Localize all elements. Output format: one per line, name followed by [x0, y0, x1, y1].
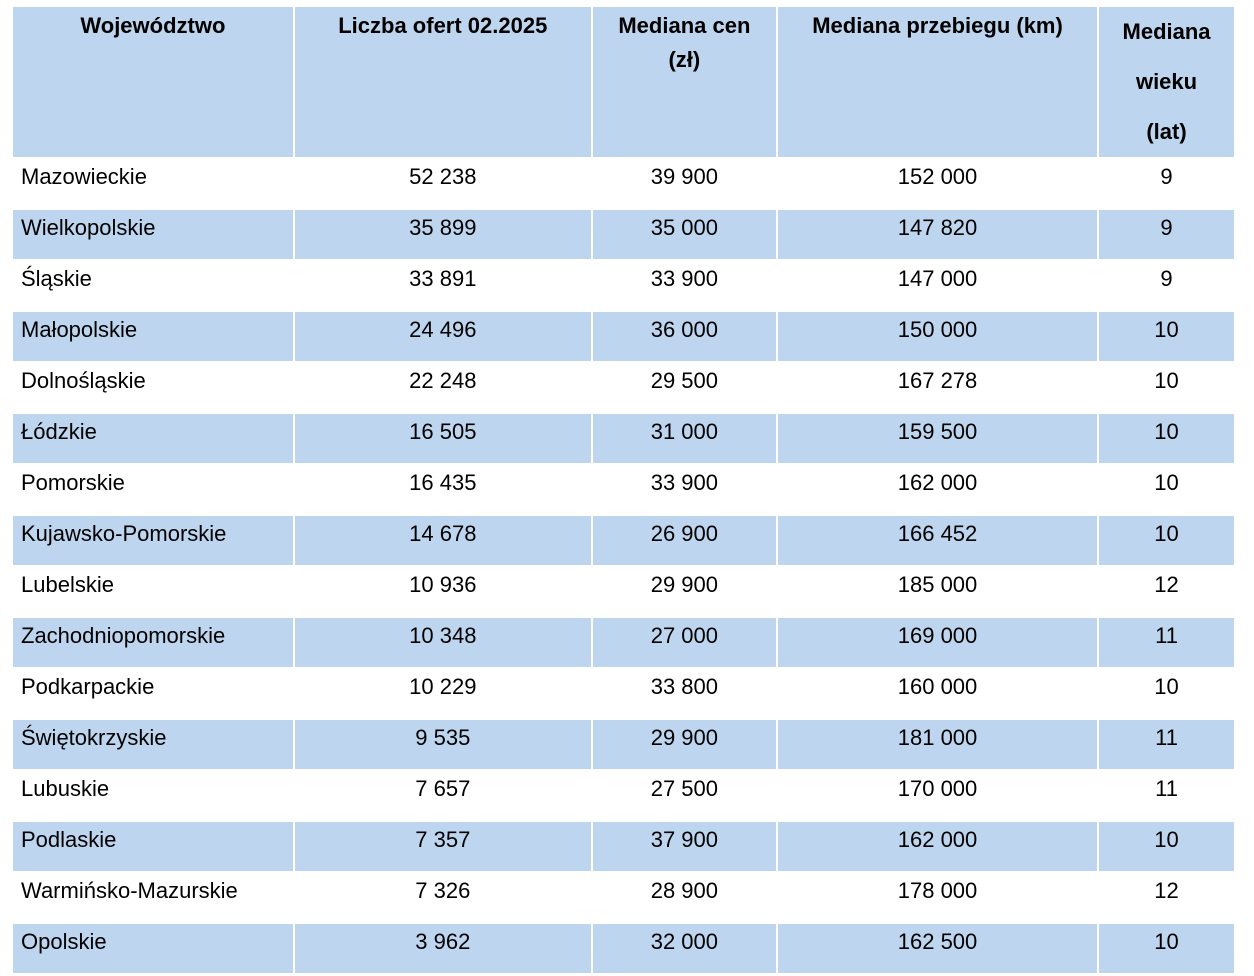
cell-voivodeship: Kujawsko-Pomorskie: [13, 515, 294, 566]
cell-offer-count: 7 357: [294, 821, 592, 872]
cell-voivodeship: Śląskie: [13, 260, 294, 311]
cell-median-price: 32 000: [592, 923, 777, 974]
cell-voivodeship: Podkarpackie: [13, 668, 294, 719]
header-median-price-line-2: (zł): [668, 47, 701, 72]
cell-offer-count: 22 248: [294, 362, 592, 413]
cell-median-price: 29 900: [592, 719, 777, 770]
table-row: [13, 260, 1234, 311]
cell-offer-count: 7 657: [294, 770, 592, 821]
cell-median-price: 27 500: [592, 770, 777, 821]
header-median-age: [1098, 7, 1234, 158]
table-row: [13, 311, 1234, 362]
cell-voivodeship: Pomorskie: [13, 464, 294, 515]
table-row: [13, 515, 1234, 566]
cell-voivodeship: Wielkopolskie: [13, 209, 294, 260]
table-body: [13, 158, 1234, 974]
header-median-price: [592, 7, 777, 158]
cell-voivodeship: Łódzkie: [13, 413, 294, 464]
cell-median-price: 33 900: [592, 260, 777, 311]
table-row: [13, 209, 1234, 260]
table-row: [13, 770, 1234, 821]
table-row: [13, 362, 1234, 413]
cell-median-age: 9: [1098, 260, 1234, 311]
cell-voivodeship: Lubuskie: [13, 770, 294, 821]
cell-median-age: 10: [1098, 413, 1234, 464]
cell-median-price: 26 900: [592, 515, 777, 566]
header-voivodeship: Województwo: [13, 7, 294, 158]
cell-median-mileage: 152 000: [777, 158, 1098, 209]
cell-median-age: 11: [1098, 617, 1234, 668]
cell-median-price: 37 900: [592, 821, 777, 872]
cell-offer-count: 35 899: [294, 209, 592, 260]
header-median-age-line-3: (lat): [1146, 119, 1187, 144]
cell-offer-count: 9 535: [294, 719, 592, 770]
cell-offer-count: 24 496: [294, 311, 592, 362]
cell-median-price: 28 900: [592, 872, 777, 923]
cell-voivodeship: Podlaskie: [13, 821, 294, 872]
cell-median-mileage: 178 000: [777, 872, 1098, 923]
cell-median-age: 10: [1098, 464, 1234, 515]
cell-median-mileage: 162 000: [777, 821, 1098, 872]
cell-median-mileage: 162 500: [777, 923, 1098, 974]
cell-median-age: 10: [1098, 923, 1234, 974]
cell-median-mileage: 162 000: [777, 464, 1098, 515]
cell-median-age: 10: [1098, 362, 1234, 413]
cell-median-price: 31 000: [592, 413, 777, 464]
table-row: [13, 464, 1234, 515]
header-offer-count: Liczba ofert 02.2025: [294, 7, 592, 158]
cell-voivodeship: Warmińsko-Mazurskie: [13, 872, 294, 923]
table-row: [13, 872, 1234, 923]
cell-median-age: 9: [1098, 209, 1234, 260]
cell-median-mileage: 159 500: [777, 413, 1098, 464]
cell-median-age: 10: [1098, 515, 1234, 566]
header-row: [13, 7, 1234, 158]
cell-median-price: 39 900: [592, 158, 777, 209]
cell-median-price: 33 900: [592, 464, 777, 515]
cell-voivodeship: Lubelskie: [13, 566, 294, 617]
cell-offer-count: 16 435: [294, 464, 592, 515]
cell-median-age: 11: [1098, 719, 1234, 770]
cell-median-price: 29 900: [592, 566, 777, 617]
cell-voivodeship: Świętokrzyskie: [13, 719, 294, 770]
cell-offer-count: 3 962: [294, 923, 592, 974]
header-median-age-line-2: wieku: [1135, 69, 1198, 94]
header-median-mileage: Mediana przebiegu (km): [777, 7, 1098, 158]
cell-median-age: 12: [1098, 566, 1234, 617]
cell-median-mileage: 185 000: [777, 566, 1098, 617]
cell-median-mileage: 169 000: [777, 617, 1098, 668]
cell-median-mileage: 147 820: [777, 209, 1098, 260]
cell-voivodeship: Mazowieckie: [13, 158, 294, 209]
cell-median-mileage: 167 278: [777, 362, 1098, 413]
cell-median-mileage: 181 000: [777, 719, 1098, 770]
cell-offer-count: 7 326: [294, 872, 592, 923]
cell-offer-count: 10 348: [294, 617, 592, 668]
cell-offer-count: 33 891: [294, 260, 592, 311]
cell-offer-count: 10 229: [294, 668, 592, 719]
cell-voivodeship: Opolskie: [13, 923, 294, 974]
table-row: [13, 158, 1234, 209]
table-row: [13, 821, 1234, 872]
table-row: [13, 413, 1234, 464]
cell-median-age: 11: [1098, 770, 1234, 821]
cell-offer-count: 14 678: [294, 515, 592, 566]
cell-median-price: 36 000: [592, 311, 777, 362]
cell-median-mileage: 166 452: [777, 515, 1098, 566]
cell-median-mileage: 150 000: [777, 311, 1098, 362]
header-median-price-line-1: Mediana cen: [618, 13, 751, 38]
cell-median-price: 33 800: [592, 668, 777, 719]
cell-median-price: 35 000: [592, 209, 777, 260]
cell-median-age: 12: [1098, 872, 1234, 923]
voivodeship-car-offers-table: [13, 7, 1234, 975]
table-row: [13, 617, 1234, 668]
cell-median-age: 10: [1098, 668, 1234, 719]
header-median-age-line-1: Mediana: [1122, 19, 1211, 44]
cell-median-price: 29 500: [592, 362, 777, 413]
table-row: [13, 566, 1234, 617]
cell-median-price: 27 000: [592, 617, 777, 668]
cell-median-mileage: 170 000: [777, 770, 1098, 821]
cell-offer-count: 16 505: [294, 413, 592, 464]
cell-offer-count: 52 238: [294, 158, 592, 209]
cell-voivodeship: Dolnośląskie: [13, 362, 294, 413]
cell-median-age: 9: [1098, 158, 1234, 209]
cell-offer-count: 10 936: [294, 566, 592, 617]
cell-median-age: 10: [1098, 821, 1234, 872]
cell-median-mileage: 147 000: [777, 260, 1098, 311]
cell-voivodeship: Zachodniopomorskie: [13, 617, 294, 668]
cell-median-age: 10: [1098, 311, 1234, 362]
table-row: [13, 923, 1234, 974]
cell-voivodeship: Małopolskie: [13, 311, 294, 362]
table-row: [13, 668, 1234, 719]
table-row: [13, 719, 1234, 770]
cell-median-mileage: 160 000: [777, 668, 1098, 719]
table-header: [13, 7, 1234, 158]
